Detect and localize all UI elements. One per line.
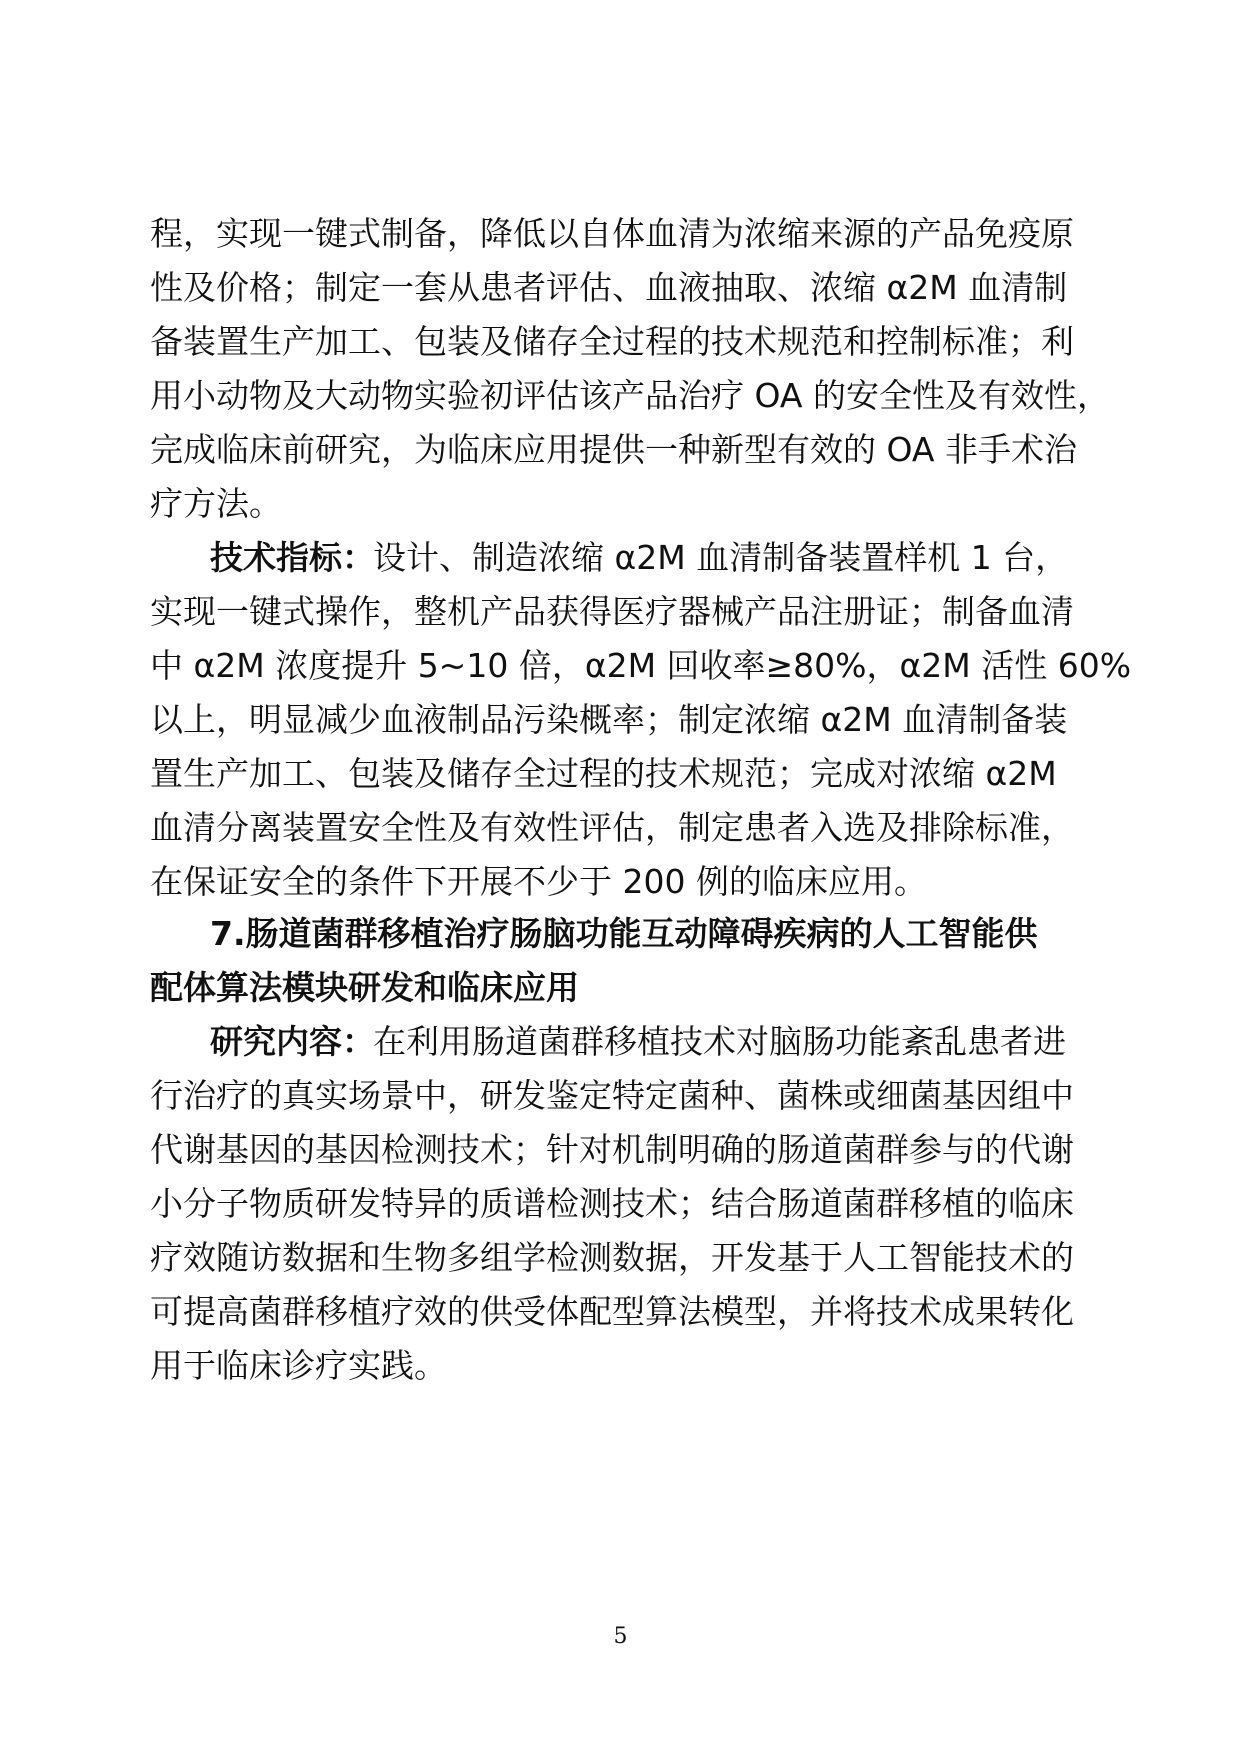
section-heading [0,904,1241,964]
text-run: 实现一键式操作，整机产品获得医疗器械产品注册证；制备血清 [150,592,1074,631]
text-run: 备装置生产加工、包装及储存全过程的技术规范和控制标准；利 [150,322,1074,361]
text-line [0,636,1241,696]
text-run: 用于临床诊疗实践。 [150,1346,447,1385]
text-run: 在保证安全的条件下开展不少于 200 例的临床应用。 [150,862,927,901]
text-line [0,1228,1241,1288]
text-run: 程，实现一键式制备，降低以自体血清为浓缩来源的产品免疫原 [150,214,1074,253]
text-line [0,1012,1241,1072]
page-number: 5 [613,1624,628,1649]
text-run: 疗效随访数据和生物多组学检测数据，开发基于人工智能技术的 [150,1238,1074,1277]
text-run: 行治疗的真实场景中，研发鉴定特定菌种、菌株或细菌基因组中 [150,1076,1074,1115]
text-run: 疗方法。 [150,484,282,523]
text-run: 用小动物及大动物实验初评估该产品治疗 OA 的安全性及有效性， [150,376,1110,415]
text-line [0,1066,1241,1126]
text-line [0,690,1241,750]
section-heading [0,958,1241,1018]
text-run: 中 α2M 浓度提升 5~10 倍，α2M 回收率≥80%，α2M 活性 60% [150,646,1132,685]
text-run: 设计、制造浓缩 α2M 血清制备装置样机 1 台， [373,538,1069,577]
text-line [0,204,1241,264]
heading-text: 7.肠道菌群移植治疗肠脑功能互动障碍疾病的人工智能供 [210,914,1038,953]
text-run: 完成临床前研究，为临床应用提供一种新型有效的 OA 非手术治 [150,430,1077,469]
text-line [0,1282,1241,1342]
text-line [0,312,1241,372]
text-run: 血清分离装置安全性及有效性评估，制定患者入选及排除标准， [150,808,1074,847]
text-line [0,582,1241,642]
text-run: 代谢基因的基因检测技术；针对机制明确的肠道菌群参与的代谢 [150,1130,1074,1169]
text-run: 置生产加工、包装及储存全过程的技术规范；完成对浓缩 α2M [150,754,1057,793]
section-label-research-content: 研究内容： [210,1022,375,1061]
text-line [0,852,1241,912]
text-line [0,528,1241,588]
text-line [0,420,1241,480]
text-run: 在利用肠道菌群移植技术对脑肠功能紊乱患者进 [373,1022,1066,1061]
text-line [0,798,1241,858]
text-line [0,258,1241,318]
text-line [0,1174,1241,1234]
text-run: 性及价格；制定一套从患者评估、血液抽取、浓缩 α2M 血清制 [150,268,1068,307]
section-label-technical-indicators: 技术指标： [210,538,375,577]
text-line [0,1336,1241,1396]
text-line [0,1120,1241,1180]
text-line [0,474,1241,534]
text-line [0,366,1241,426]
text-run: 小分子物质研发特异的质谱检测技术；结合肠道菌群移植的临床 [150,1184,1074,1223]
text-run: 以上，明显减少血液制品污染概率；制定浓缩 α2M 血清制备装 [150,700,1068,739]
text-run: 可提高菌群移植疗效的供受体配型算法模型，并将技术成果转化 [150,1292,1074,1331]
heading-text: 配体算法模块研发和临床应用 [150,968,579,1007]
text-line [0,744,1241,804]
